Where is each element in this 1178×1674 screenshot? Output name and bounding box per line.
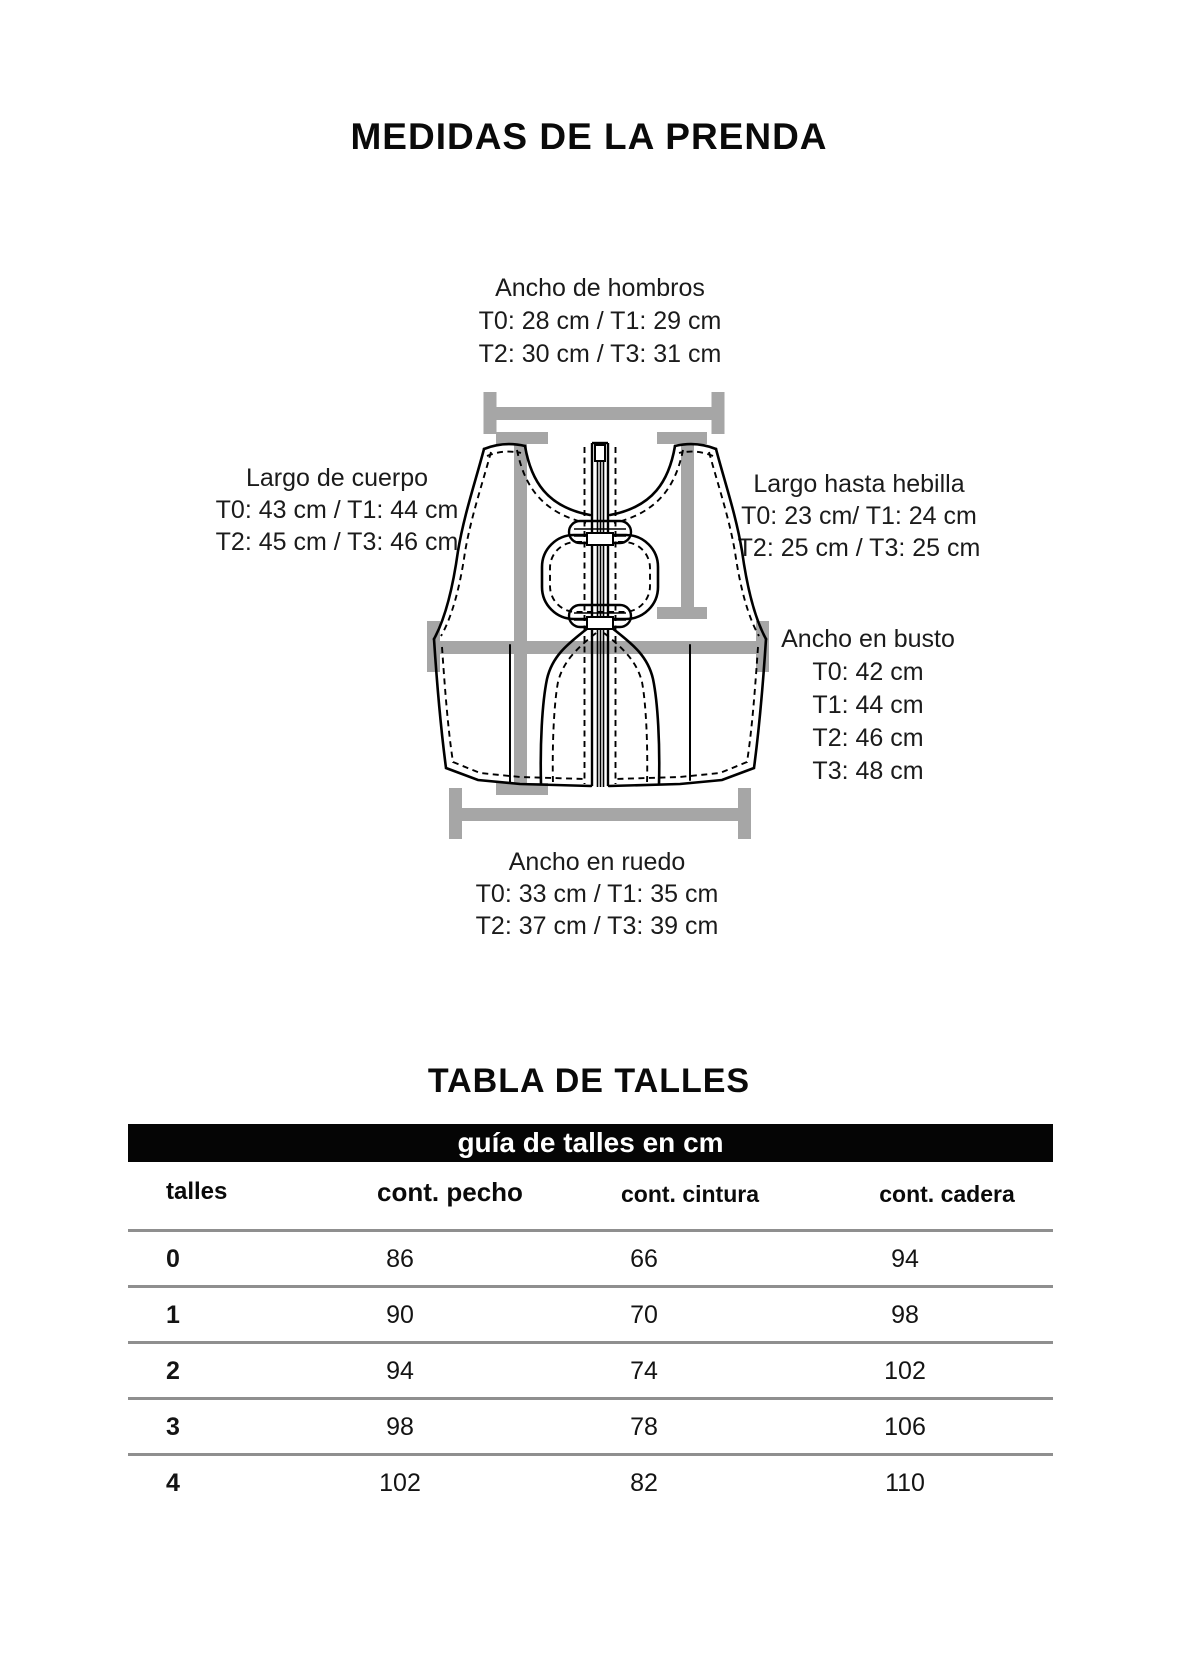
column-header-talles: talles — [166, 1178, 228, 1205]
table-cell-pecho: 90 — [386, 1301, 414, 1329]
row-separator — [128, 1229, 1053, 1232]
annotation-value: T0: 33 cm / T1: 35 cm — [475, 880, 719, 908]
row-separator — [128, 1397, 1053, 1400]
buckle-length-measure-bar — [657, 432, 707, 619]
annotation-value: T0: 28 cm / T1: 29 cm — [478, 307, 722, 335]
annotation-value: T2: 30 cm / T3: 31 cm — [478, 340, 722, 368]
table-cell-cintura: 78 — [630, 1413, 658, 1441]
column-header-cintura: cont. cintura — [620, 1181, 760, 1207]
table-cell-talle: 0 — [166, 1245, 180, 1273]
column-header-cadera: cont. cadera — [879, 1181, 1015, 1207]
table-cell-cintura: 74 — [630, 1357, 658, 1385]
annotation-value: T1: 44 cm — [812, 691, 924, 719]
table-cell-cadera: 110 — [885, 1469, 925, 1497]
annotation-shoulder-width — [479, 272, 722, 371]
table-cell-cadera: 102 — [884, 1357, 926, 1385]
row-separator — [128, 1341, 1053, 1344]
annotation-hem-width — [476, 846, 719, 942]
garment-diagram — [420, 385, 780, 845]
annotation-value: T0: 23 cm/ T1: 24 cm — [741, 502, 977, 530]
annotation-value: T3: 48 cm — [812, 757, 924, 785]
table-cell-pecho: 94 — [386, 1357, 414, 1385]
table-cell-pecho: 102 — [379, 1469, 421, 1497]
annotation-value: T2: 46 cm — [812, 724, 924, 752]
annotation-label: Ancho en ruedo — [508, 848, 686, 876]
annotation-bust-width — [781, 623, 955, 788]
table-cell-cintura: 82 — [630, 1469, 658, 1497]
table-cell-talle: 2 — [166, 1357, 180, 1385]
table-cell-talle: 4 — [166, 1469, 180, 1497]
table-cell-talle: 3 — [166, 1413, 180, 1441]
annotation-value: T0: 43 cm / T1: 44 cm — [215, 496, 459, 524]
table-header-bar — [128, 1124, 1053, 1162]
annotation-value: T2: 25 cm / T3: 25 cm — [737, 534, 981, 562]
page-title: MEDIDAS DE LA PRENDA — [350, 116, 828, 157]
table-cell-cintura: 70 — [630, 1301, 658, 1329]
zipper — [592, 443, 608, 787]
hem-width-measure-bar — [449, 788, 751, 839]
table-cell-cadera: 106 — [884, 1413, 926, 1441]
row-separator — [128, 1285, 1053, 1288]
table-cell-cadera: 98 — [891, 1301, 919, 1329]
table-header-text: guía de talles en cm — [457, 1127, 724, 1158]
table-cell-talle: 1 — [166, 1301, 180, 1329]
annotation-label: Largo hasta hebilla — [753, 470, 965, 498]
table-cell-pecho: 98 — [386, 1413, 414, 1441]
table-cell-pecho: 86 — [386, 1245, 414, 1273]
annotation-value: T2: 45 cm / T3: 46 cm — [215, 528, 459, 556]
annotation-value: T2: 37 cm / T3: 39 cm — [475, 912, 719, 940]
row-separator — [128, 1453, 1053, 1456]
table-cell-cadera: 94 — [891, 1245, 919, 1273]
column-header-pecho: cont. pecho — [377, 1177, 523, 1207]
annotation-label: Ancho de hombros — [495, 274, 705, 302]
annotation-value: T0: 42 cm — [812, 658, 924, 686]
shoulder-width-measure-bar — [484, 392, 725, 434]
table-section-title: TABLA DE TALLES — [427, 1062, 751, 1100]
annotation-label: Ancho en busto — [781, 625, 955, 653]
table-cell-cintura: 66 — [630, 1245, 658, 1273]
annotation-label: Largo de cuerpo — [245, 464, 429, 492]
